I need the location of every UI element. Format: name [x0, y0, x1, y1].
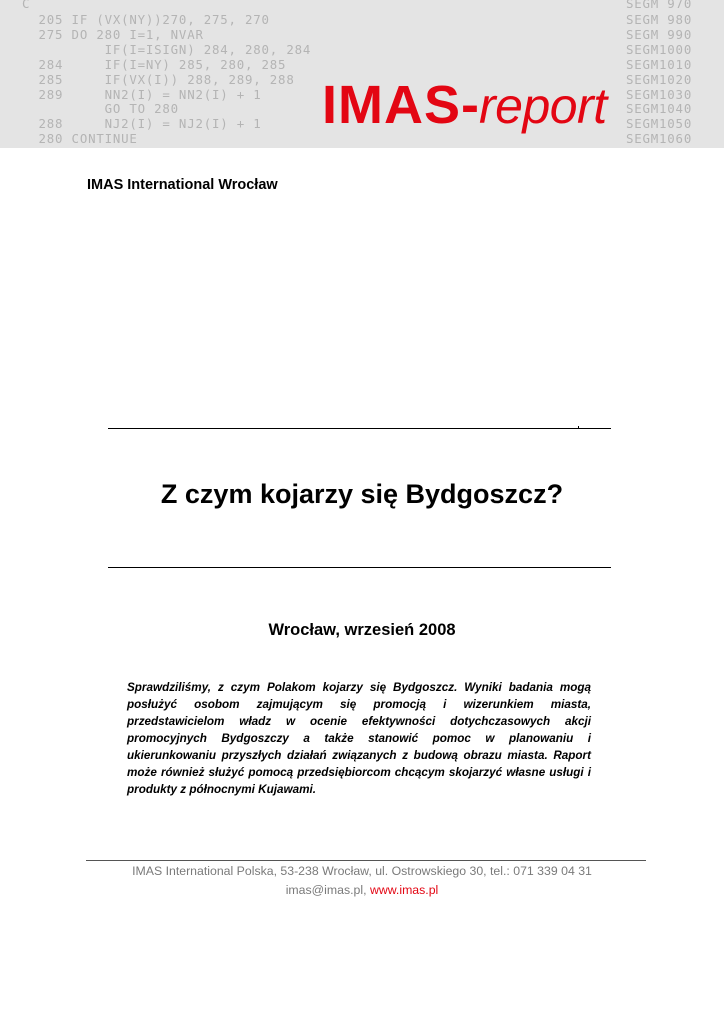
imas-report-logo	[322, 75, 607, 135]
code-line: 289 NN2(I) = NN2(I) + 1	[22, 87, 262, 102]
logo-main-text: IMAS	[322, 75, 461, 135]
code-line: 275 DO 280 I=1, NVAR	[22, 27, 204, 42]
title-bottom-rule	[108, 567, 611, 568]
segment-line: SEGM 990	[626, 27, 693, 42]
code-line: C	[22, 0, 31, 11]
logo-dash: -	[461, 75, 479, 135]
logo-sub-text: report	[478, 78, 607, 134]
title-top-rule	[108, 428, 611, 429]
footer-email[interactable]: imas@imas.pl	[285, 883, 364, 897]
code-line: GO TO 280	[22, 101, 179, 116]
document-date: Wrocław, wrzesień 2008	[268, 621, 456, 639]
footer-address: IMAS International Polska, 53-238 Wrocław, ul. Ostrowskiego 30, tel.: 071 339 04 31	[132, 864, 592, 878]
code-line: 288 NJ2(I) = NJ2(I) + 1	[22, 116, 262, 131]
segment-line: SEGM1020	[626, 72, 693, 87]
code-line: 280 CONTINUE	[22, 131, 138, 146]
segment-line: SEGM1010	[626, 57, 693, 72]
footer-website-link[interactable]: www.imas.pl	[369, 883, 439, 897]
segment-line: SEGM1000	[626, 42, 693, 57]
segment-line: SEGM1060	[626, 131, 693, 146]
code-line: 285 IF(VX(I)) 288, 289, 288	[22, 72, 295, 87]
segment-line: SEGM1050	[626, 116, 693, 131]
footer-rule	[86, 860, 646, 861]
code-line: 284 IF(I=NY) 285, 280, 285	[22, 57, 287, 72]
abstract-text: Sprawdziliśmy, z czym Polakom kojarzy się Bydgoszcz. Wyniki badania mogą posłużyć osobom zajmującym się promocją i wizerunkiem miasta, przedstawicielom władz w ocenie efektywności dotychczasowych akcji promocyjnych Bydgoszczy a także stanowić pomoc w planowaniu i ukierunkowaniu przyszłych działań związanych z budową obrazu miasta. Raport może również służyć pomocą przedsiębiorcom chcącym skojarzyć własne usługi i produkty z północnymi Kujawami.	[127, 681, 591, 796]
segment-line: SEGM 980	[626, 12, 693, 27]
rule-tick	[578, 426, 579, 429]
code-line: 205 IF (VX(NY))270, 275, 270	[22, 12, 270, 27]
organization-name: IMAS International Wrocław	[87, 177, 278, 193]
header-banner	[0, 0, 724, 148]
code-line: IF(I=ISIGN) 284, 280, 284	[22, 42, 312, 57]
document-title: Z czym kojarzy się Bydgoszcz?	[160, 479, 564, 509]
footer-separator: ,	[363, 883, 370, 897]
segment-line: SEGM1040	[626, 101, 693, 116]
footer-contact	[0, 883, 724, 897]
segment-line: SEGM1030	[626, 87, 693, 102]
segment-line: SEGM 970	[626, 0, 693, 11]
